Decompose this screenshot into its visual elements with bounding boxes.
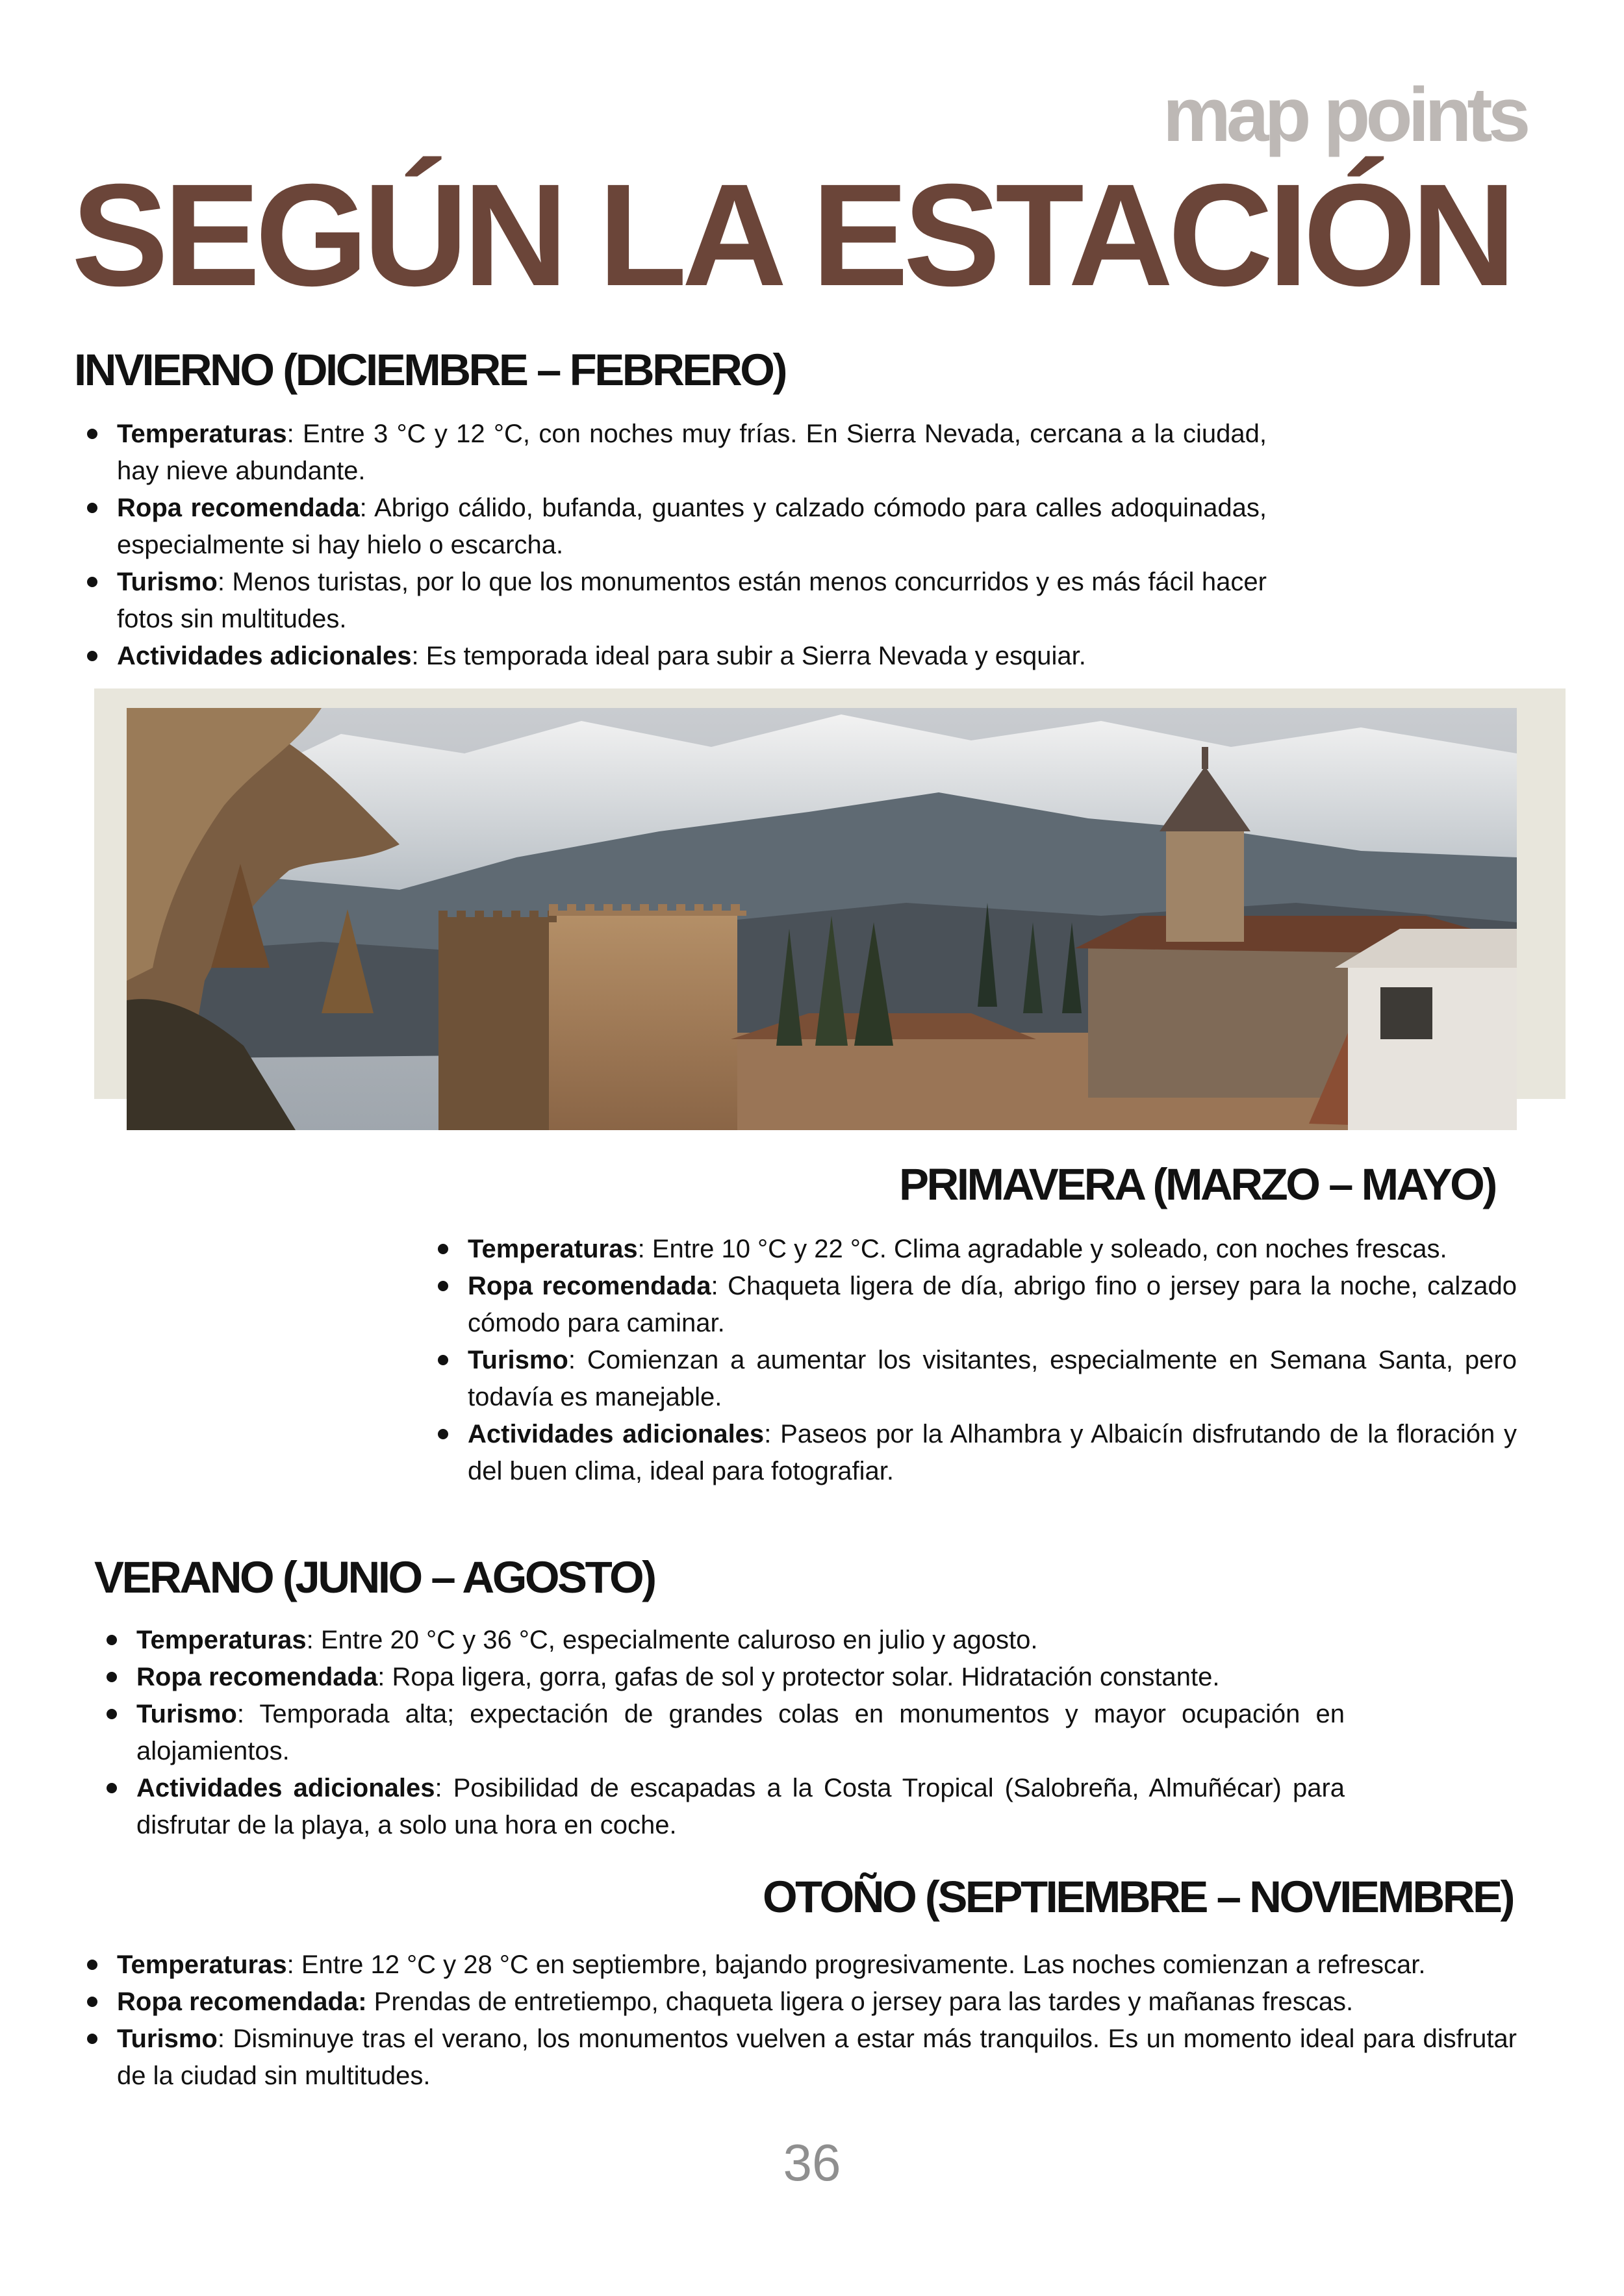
winter-heading: INVIERNO (DICIEMBRE – FEBRERO) bbox=[74, 345, 785, 395]
item-text: : Posibilidad de escapadas a la Costa Tropical (Salobreña, Almuñécar) para disfrutar de la playa, a solo una hora en coche. bbox=[136, 1774, 1345, 1839]
item-text: : Temporada alta; expectación de grandes colas en monumentos y mayor ocupación en alojamientos. bbox=[136, 1700, 1345, 1765]
list-item bbox=[435, 1231, 1517, 1268]
item-label: Turismo bbox=[117, 2025, 218, 2053]
summer-list bbox=[104, 1622, 1345, 1844]
item-text: Prendas de entretiempo, chaqueta ligera o jersey para las tardes y mañanas frescas. bbox=[366, 1987, 1354, 2016]
item-label: Temperaturas bbox=[468, 1235, 638, 1263]
list-item bbox=[435, 1342, 1517, 1416]
item-label: Ropa recomendada bbox=[117, 494, 360, 522]
item-text: : Entre 20 °C y 36 °C, especialmente caluroso en julio y agosto. bbox=[306, 1626, 1038, 1654]
list-item bbox=[84, 490, 1267, 564]
spring-heading: PRIMAVERA (MARZO – MAYO) bbox=[899, 1159, 1495, 1209]
page-number: 36 bbox=[783, 2134, 841, 2191]
item-label: Ropa recomendada: bbox=[117, 1987, 367, 2016]
item-text: : Ropa ligera, gorra, gafas de sol y protector solar. Hidratación constante. bbox=[377, 1663, 1220, 1691]
item-text: : Comienzan a aumentar los visitantes, especialmente en Semana Santa, pero todavía es manejable. bbox=[468, 1346, 1517, 1411]
item-label: Turismo bbox=[117, 568, 218, 596]
item-text: : Abrigo cálido, bufanda, guantes y calzado cómodo para calles adoquinadas, especialmente si hay hielo o escarcha. bbox=[117, 494, 1267, 559]
list-item bbox=[84, 416, 1267, 490]
brand-logo: map points bbox=[1163, 72, 1527, 158]
item-label: Actividades adicionales bbox=[468, 1420, 765, 1448]
page-title: SEGÚN LA ESTACIÓN bbox=[71, 154, 1512, 316]
alhambra-photo bbox=[127, 708, 1517, 1130]
list-item bbox=[104, 1622, 1345, 1659]
list-item bbox=[104, 1696, 1345, 1770]
item-text: : Entre 3 °C y 12 °C, con noches muy frías. En Sierra Nevada, cercana a la ciudad, hay nieve abundante. bbox=[117, 420, 1267, 485]
summer-heading: VERANO (JUNIO – AGOSTO) bbox=[94, 1552, 655, 1602]
list-item bbox=[435, 1268, 1517, 1342]
item-label: Turismo bbox=[136, 1700, 237, 1728]
item-text: : Menos turistas, por lo que los monumentos están menos concurridos y es más fácil hacer fotos sin multitudes. bbox=[117, 568, 1267, 633]
winter-list bbox=[84, 416, 1267, 675]
list-item bbox=[84, 564, 1267, 638]
item-label: Actividades adicionales bbox=[136, 1774, 435, 1802]
list-item bbox=[104, 1770, 1345, 1844]
item-label: Temperaturas bbox=[117, 420, 287, 448]
list-item bbox=[84, 638, 1267, 675]
item-label: Temperaturas bbox=[117, 1950, 287, 1979]
list-item bbox=[435, 1416, 1517, 1490]
spring-list bbox=[435, 1231, 1517, 1490]
item-label: Turismo bbox=[468, 1346, 568, 1374]
item-text: : Entre 10 °C y 22 °C. Clima agradable y soleado, con noches frescas. bbox=[637, 1235, 1447, 1263]
list-item bbox=[84, 1984, 1517, 2021]
item-text: : Chaqueta ligera de día, abrigo fino o jersey para la noche, calzado cómodo para caminar. bbox=[468, 1272, 1517, 1337]
item-text: : Es temporada ideal para subir a Sierra Nevada y esquiar. bbox=[411, 642, 1086, 670]
autumn-list bbox=[84, 1947, 1517, 2095]
item-label: Ropa recomendada bbox=[468, 1272, 711, 1300]
item-label: Temperaturas bbox=[136, 1626, 307, 1654]
item-label: Ropa recomendada bbox=[136, 1663, 378, 1691]
autumn-heading: OTOÑO (SEPTIEMBRE – NOVIEMBRE) bbox=[763, 1872, 1514, 1922]
item-label: Actividades adicionales bbox=[117, 642, 412, 670]
list-item bbox=[104, 1659, 1345, 1696]
list-item bbox=[84, 2021, 1517, 2095]
item-text: : Disminuye tras el verano, los monumentos vuelven a estar más tranquilos. Es un momento ideal para disfrutar de la ciudad sin multitudes. bbox=[117, 2025, 1517, 2090]
item-text: : Entre 12 °C y 28 °C en septiembre, bajando progresivamente. Las noches comienzan a refrescar. bbox=[286, 1950, 1426, 1979]
list-item bbox=[84, 1947, 1517, 1984]
item-text: : Paseos por la Alhambra y Albaicín disfrutando de la floración y del buen clima, ideal para fotografiar. bbox=[468, 1420, 1517, 1485]
